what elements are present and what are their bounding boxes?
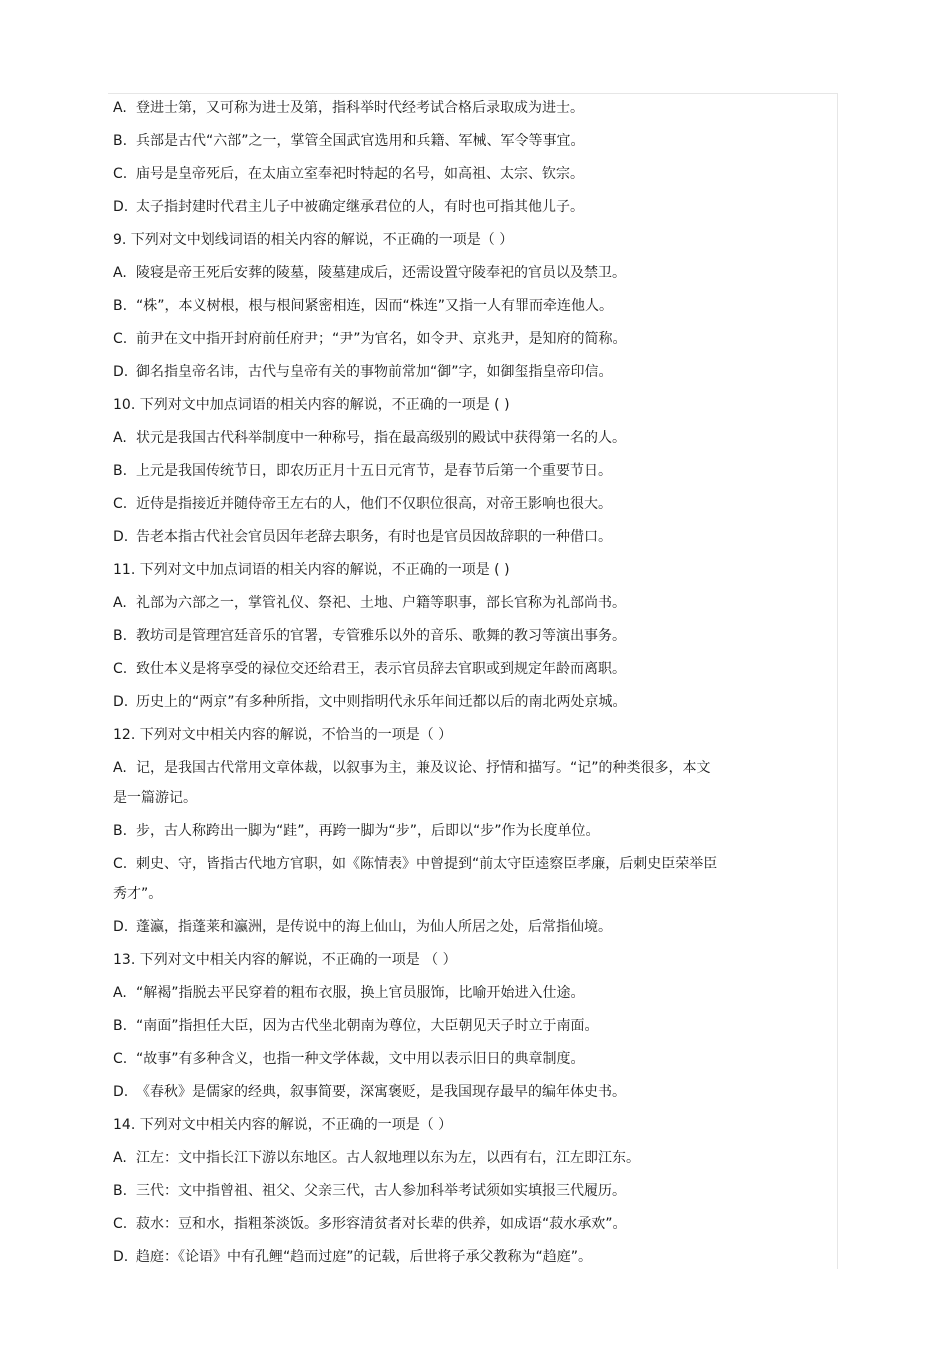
option-text: 趋庭：《论语》中有孔鲤“趋而过庭”的记载，后世将子承父教称为“趋庭”。 xyxy=(136,1249,593,1265)
option-line xyxy=(113,1181,813,1201)
option-letter: A. xyxy=(113,1150,127,1166)
option-text: “株”，本义树根，根与根间紧密相连，因而“株连”又指一人有罪而牵连他人。 xyxy=(136,298,614,314)
question-text: 14. 下列对文中相关内容的解说，不正确的一项是（ ） xyxy=(113,1117,453,1133)
question-stem xyxy=(113,560,813,580)
option-letter: A. xyxy=(113,430,127,446)
option-letter: B. xyxy=(113,628,128,644)
option-letter: D. xyxy=(113,199,129,215)
option-letter: C. xyxy=(113,166,128,182)
option-letter: B. xyxy=(113,298,128,314)
option-letter: B. xyxy=(113,133,128,149)
option-text: 太子指封建时代君主儿子中被确定继承君位的人，有时也可指其他儿子。 xyxy=(136,199,584,215)
option-letter: A. xyxy=(113,760,127,776)
document-body xyxy=(113,98,813,1280)
option-text: 上元是我国传统节日，即农历正月十五日元宵节，是春节后第一个重要节日。 xyxy=(136,463,612,479)
option-text: 告老本指古代社会官员因年老辞去职务，有时也是官员因故辞职的一种借口。 xyxy=(136,529,612,545)
option-text: 江左：文中指长江下游以东地区。古人叙地理以东为左，以西有右，江左即江东。 xyxy=(136,1150,640,1166)
option-line xyxy=(113,1049,813,1069)
question-stem xyxy=(113,395,813,415)
option-line xyxy=(113,131,813,151)
option-letter: D. xyxy=(113,694,129,710)
question-stem xyxy=(113,725,813,745)
option-line xyxy=(113,329,813,349)
continuation-text: 秀才”。 xyxy=(113,886,163,902)
option-line xyxy=(113,494,813,514)
question-stem xyxy=(113,1115,813,1135)
option-text: 历史上的“两京”有多种所指，文中则指明代永乐年间迁都以后的南北两处京城。 xyxy=(136,694,627,710)
option-letter: B. xyxy=(113,823,128,839)
option-line xyxy=(113,1016,813,1036)
continuation-line xyxy=(113,788,813,808)
option-text: 前尹在文中指开封府前任府尹；“尹”为官名，如令尹、京兆尹，是知府的简称。 xyxy=(136,331,627,347)
option-line xyxy=(113,692,813,712)
option-text: 登进士第，又可称为进士及第，指科举时代经考试合格后录取成为进士。 xyxy=(136,100,584,116)
option-line xyxy=(113,164,813,184)
option-line xyxy=(113,461,813,481)
option-line xyxy=(113,758,813,778)
option-letter: A. xyxy=(113,595,127,611)
option-text: 御名指皇帝名讳，古代与皇帝有关的事物前常加“御”字，如御玺指皇帝印信。 xyxy=(136,364,613,380)
option-line xyxy=(113,1148,813,1168)
option-text: 教坊司是管理宫廷音乐的官署，专管雅乐以外的音乐、歌舞的教习等演出事务。 xyxy=(136,628,626,644)
question-text: 11. 下列对文中加点词语的相关内容的解说，不正确的一项是 ( ) xyxy=(113,562,510,578)
option-letter: B. xyxy=(113,463,128,479)
option-letter: D. xyxy=(113,364,129,380)
option-line xyxy=(113,263,813,283)
option-letter: C. xyxy=(113,1216,128,1232)
option-letter: C. xyxy=(113,496,128,512)
option-line xyxy=(113,1214,813,1234)
option-letter: C. xyxy=(113,331,128,347)
option-line xyxy=(113,1247,813,1267)
option-text: 礼部为六部之一，掌管礼仪、祭祀、土地、户籍等职事，部长官称为礼部尚书。 xyxy=(136,595,626,611)
option-line xyxy=(113,917,813,937)
option-letter: D. xyxy=(113,919,129,935)
option-letter: C. xyxy=(113,661,128,677)
option-line xyxy=(113,362,813,382)
option-text: 庙号是皇帝死后，在太庙立室奉祀时特起的名号，如高祖、太宗、钦宗。 xyxy=(136,166,584,182)
option-text: 菽水：豆和水，指粗茶淡饭。多形容清贫者对长辈的供养，如成语“菽水承欢”。 xyxy=(136,1216,627,1232)
option-text: 陵寝是帝王死后安葬的陵墓，陵墓建成后，还需设置守陵奉祀的官员以及禁卫。 xyxy=(136,265,626,281)
option-line xyxy=(113,1082,813,1102)
option-letter: C. xyxy=(113,856,128,872)
option-letter: A. xyxy=(113,100,127,116)
option-line xyxy=(113,821,813,841)
option-text: “故事”有多种含义，也指一种文学体裁，文中用以表示旧日的典章制度。 xyxy=(136,1051,585,1067)
option-letter: A. xyxy=(113,265,127,281)
option-text: 蓬瀛，指蓬莱和瀛洲，是传说中的海上仙山，为仙人所居之处，后常指仙境。 xyxy=(136,919,612,935)
option-text: 刺史、守，皆指古代地方官职，如《陈情表》中曾提到“前太守臣逵察臣孝廉，后刺史臣荣举臣 xyxy=(136,856,718,872)
continuation-text: 是一篇游记。 xyxy=(113,790,197,806)
option-line xyxy=(113,593,813,613)
option-line xyxy=(113,983,813,1003)
option-text: “南面”指担任大臣，因为古代坐北朝南为尊位，大臣朝见天子时立于南面。 xyxy=(136,1018,599,1034)
option-text: 状元是我国古代科举制度中一种称号，指在最高级别的殿试中获得第一名的人。 xyxy=(136,430,626,446)
question-text: 9. 下列对文中划线词语的相关内容的解说，不正确的一项是（ ） xyxy=(113,232,514,248)
option-text: 三代：文中指曾祖、祖父、父亲三代，古人参加科举考试须如实填报三代履历。 xyxy=(136,1183,626,1199)
option-line xyxy=(113,626,813,646)
option-line xyxy=(113,98,813,118)
option-line xyxy=(113,527,813,547)
question-stem xyxy=(113,230,813,250)
option-letter: A. xyxy=(113,985,127,1001)
question-text: 10. 下列对文中加点词语的相关内容的解说，不正确的一项是 ( ) xyxy=(113,397,510,413)
option-letter: D. xyxy=(113,1249,129,1265)
option-text: 记，是我国古代常用文章体裁，以叙事为主，兼及议论、抒情和描写。“记”的种类很多，本文 xyxy=(136,760,711,776)
option-text: 近侍是指接近并随侍帝王左右的人，他们不仅职位很高，对帝王影响也很大。 xyxy=(136,496,612,512)
option-letter: B. xyxy=(113,1018,128,1034)
option-line xyxy=(113,428,813,448)
option-text: 《春秋》是儒家的经典，叙事简要，深寓褒贬，是我国现存最早的编年体史书。 xyxy=(136,1084,626,1100)
question-text: 12. 下列对文中相关内容的解说，不恰当的一项是（ ） xyxy=(113,727,453,743)
option-line xyxy=(113,197,813,217)
option-text: 兵部是古代“六部”之一，掌管全国武官选用和兵籍、军械、军令等事宜。 xyxy=(136,133,585,149)
option-text: 步，古人称跨出一脚为“跬”，再跨一脚为“步”，后即以“步”作为长度单位。 xyxy=(136,823,600,839)
option-letter: B. xyxy=(113,1183,128,1199)
question-text: 13. 下列对文中相关内容的解说，不正确的一项是 （ ） xyxy=(113,952,457,968)
option-letter: C. xyxy=(113,1051,128,1067)
option-letter: D. xyxy=(113,529,129,545)
option-line xyxy=(113,296,813,316)
option-text: “解褐”指脱去平民穿着的粗布衣服，换上官员服饰，比喻开始进入仕途。 xyxy=(136,985,585,1001)
continuation-line xyxy=(113,884,813,904)
option-line xyxy=(113,854,813,874)
option-letter: D. xyxy=(113,1084,129,1100)
option-line xyxy=(113,659,813,679)
option-text: 致仕本义是将享受的禄位交还给君王，表示官员辞去官职或到规定年龄而离职。 xyxy=(136,661,626,677)
question-stem xyxy=(113,950,813,970)
